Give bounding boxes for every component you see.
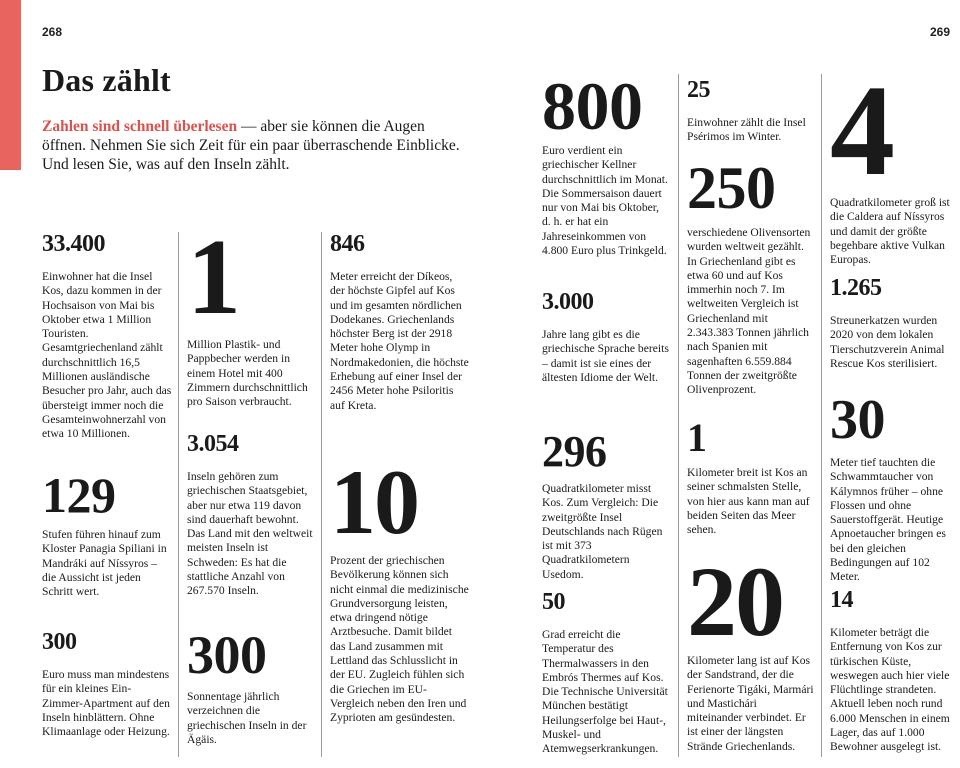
fact-text: Kilometer lang ist auf Kos der Sandstrand, der die Ferienorte Tigáki, Marmári und Mastichári miteinander verbindet. Er ist einer der längsten Strände Griechenlands.	[687, 654, 814, 753]
fact-300-euro	[42, 630, 172, 739]
fact-50	[542, 590, 670, 757]
column-divider	[821, 74, 822, 757]
fact-129	[42, 467, 172, 599]
fact-number: 300	[187, 625, 267, 685]
page-number-left: 268	[42, 25, 63, 39]
fact-text: Kilometer breit ist Kos an seiner schmalsten Stelle, von hier aus kann man auf beiden Seiten das Meer sehen.	[687, 466, 810, 537]
fact-number: 3.054	[187, 431, 239, 457]
fact-text: Kilometer beträgt die Entfernung von Kos zur türkischen Küste, weswegen auch hier viele Flüchtlinge strandeten. Aktuell leben noch rund 6.000 Menschen in einem Lager, das auf 1.000 Bewohner ausgelegt ist.	[830, 626, 950, 754]
fact-30	[830, 389, 958, 585]
fact-text: Euro verdient ein griechischer Kellner durchschnittlich im Monat. Die Sommersaison dauert nur von Mai bis Oktober, d. h. er hat ein Jahreseinkommen von 4.800 Euro plus Trinkgeld.	[542, 144, 668, 258]
fact-text: verschiedene Olivensorten wurden weltweit gezählt. In Griechenland gibt es etwa 60 und auf Kos immerhin noch 7. Im weltweiten Vergleich ist Griechenland mit 2.343.383 Tonnen jährlich nach Spanien mit sagenhaften 6.559.884 Tonnen der zweitgrößte Olivenprozent.	[687, 226, 811, 397]
fact-1-kilometer	[687, 415, 815, 537]
fact-800	[542, 68, 670, 258]
column-divider	[321, 232, 322, 757]
fact-number: 1.265	[830, 275, 882, 301]
fact-text: Meter tief tauchten die Schwammtaucher von Kálymnos früher – ohne Flossen und ohne Sauerstoffgerät. Heutige Apnoetaucher bringen es bei den gleichen Bedingungen auf 102 Meter.	[830, 456, 946, 584]
fact-number: 14	[830, 587, 853, 613]
fact-number: 300	[42, 629, 77, 655]
fact-3054	[187, 432, 317, 599]
fact-text: Euro muss man mindestens für ein kleines Ein-Zimmer-Apartment auf den Inseln hinblättern. Ohne Klimaanlage oder Heizung.	[42, 668, 170, 739]
fact-1-million	[187, 218, 317, 409]
fact-number: 30	[830, 389, 885, 451]
fact-number: 846	[330, 231, 365, 257]
fact-number: 250	[687, 155, 776, 221]
fact-number: 25	[687, 77, 710, 103]
column-divider	[178, 232, 179, 757]
fact-text: Sonnentage jährlich verzeichnen die griechischen Inseln in der Ägäis.	[187, 690, 307, 746]
fact-25	[687, 78, 815, 145]
fact-846	[330, 232, 470, 413]
page-title: Das zählt	[42, 62, 171, 98]
fact-14	[830, 588, 958, 755]
fact-20	[687, 546, 815, 754]
chapter-tab	[0, 0, 21, 170]
fact-33400	[42, 232, 172, 442]
fact-number: 20	[687, 546, 783, 657]
fact-text: Einwohner hat die Insel Kos, dazu kommen in der Hochsaison von Mai bis Oktober etwa 1 Million Touristen. Gesamtgriechenland zählt durchschnittlich 16,5 Millionen ausländische Besucher pro Jahr, auch das übersteigt immer noch die Gesamteinwohnerzahl von etwa 10 Millionen.	[42, 270, 172, 441]
fact-text: Einwohner zählt die Insel Psérimos im Winter.	[687, 116, 806, 144]
column-divider	[678, 74, 679, 757]
fact-number: 296	[542, 427, 607, 476]
fact-250	[687, 155, 815, 398]
fact-number: 129	[42, 467, 116, 523]
fact-296	[542, 427, 670, 582]
fact-number: 50	[542, 589, 565, 615]
fact-number: 10	[330, 451, 418, 553]
fact-10	[330, 451, 470, 726]
fact-text: Quadratkilometer misst Kos. Zum Vergleich: Die zweitgrößte Insel Deutschlands nach Rügen ist mit 373 Quadratkilometern Usedom.	[542, 482, 663, 581]
fact-text: Inseln gehören zum griechischen Staatsgebiet, aber nur etwa 119 davon sind dauerhaft bewohnt. Das Land mit den weltweit meisten Inseln ist Schweden: Es hat die stattliche Anzahl von 267.570 Inseln.	[187, 470, 313, 598]
fact-3000	[542, 290, 670, 385]
fact-number: 800	[542, 68, 643, 144]
intro-highlight: Zahlen sind schnell überlesen	[42, 118, 238, 135]
fact-text: Prozent der griechischen Bevölkerung können sich nicht einmal die medizinische Grundversorgung leisten, etwa dringend nötige Arztbesuche. Damit bildet das Land zusammen mit Lettland das Schlusslicht in der EU. Zugleich fühlen sich die Griechen im EU-Vergleich neben den Iren und Zyprioten am gesündesten.	[330, 554, 469, 725]
page-number-right: 269	[929, 25, 950, 39]
fact-text: Jahre lang gibt es die griechische Sprache bereits – damit ist sie eines der ältesten Idiome der Welt.	[542, 328, 669, 384]
fact-text: Stufen führen hinauf zum Kloster Panagia Spiliani in Mandráki auf Níssyros – die Aussicht ist jeden Schritt wert.	[42, 528, 167, 599]
fact-4	[830, 59, 958, 267]
fact-text: Million Plastik- und Pappbecher werden in einem Hotel mit 400 Zimmern durchschnittlich pro Saison verbraucht.	[187, 338, 308, 409]
fact-300-sonnentage	[187, 625, 317, 747]
fact-text: Meter erreicht der Díkeos, der höchste Gipfel auf Kos und im gesamten nördlichen Dodekanes. Griechenlands höchster Berg ist der 2918 Meter hohe Olymp in Nordmakedonien, die höchste Erhebung auf einer Insel der 2456 Meter hohe Psiloritis auf Kreta.	[330, 270, 469, 412]
fact-text: Streunerkatzen wurden 2020 von dem lokalen Tierschutzverein Animal Rescue Kos sterilisiert.	[830, 314, 945, 370]
fact-number: 1	[187, 218, 239, 337]
fact-text: Grad erreicht die Temperatur des Thermalwassers in den Embrós Thermes auf Kos. Die Technische Universität München bestätigt Heilungserfolge bei Haut-, Muskel- und Atemwegserkrankungen.	[542, 628, 668, 756]
intro-paragraph	[42, 117, 472, 174]
fact-number: 3.000	[542, 289, 594, 315]
fact-text: Quadratkilometer groß ist die Caldera auf Níssyros und damit der größte begehbare aktive Vulkan Europas.	[830, 196, 950, 267]
fact-number: 4	[830, 59, 893, 203]
fact-number: 1	[687, 415, 707, 460]
fact-number: 33.400	[42, 231, 105, 257]
fact-1265	[830, 276, 958, 371]
intro-text: — aber sie können die Augen öffnen. Nehmen Sie sich Zeit für ein paar überraschende Einblicke. Und lesen Sie, was auf den Inseln zählt.	[42, 118, 460, 173]
